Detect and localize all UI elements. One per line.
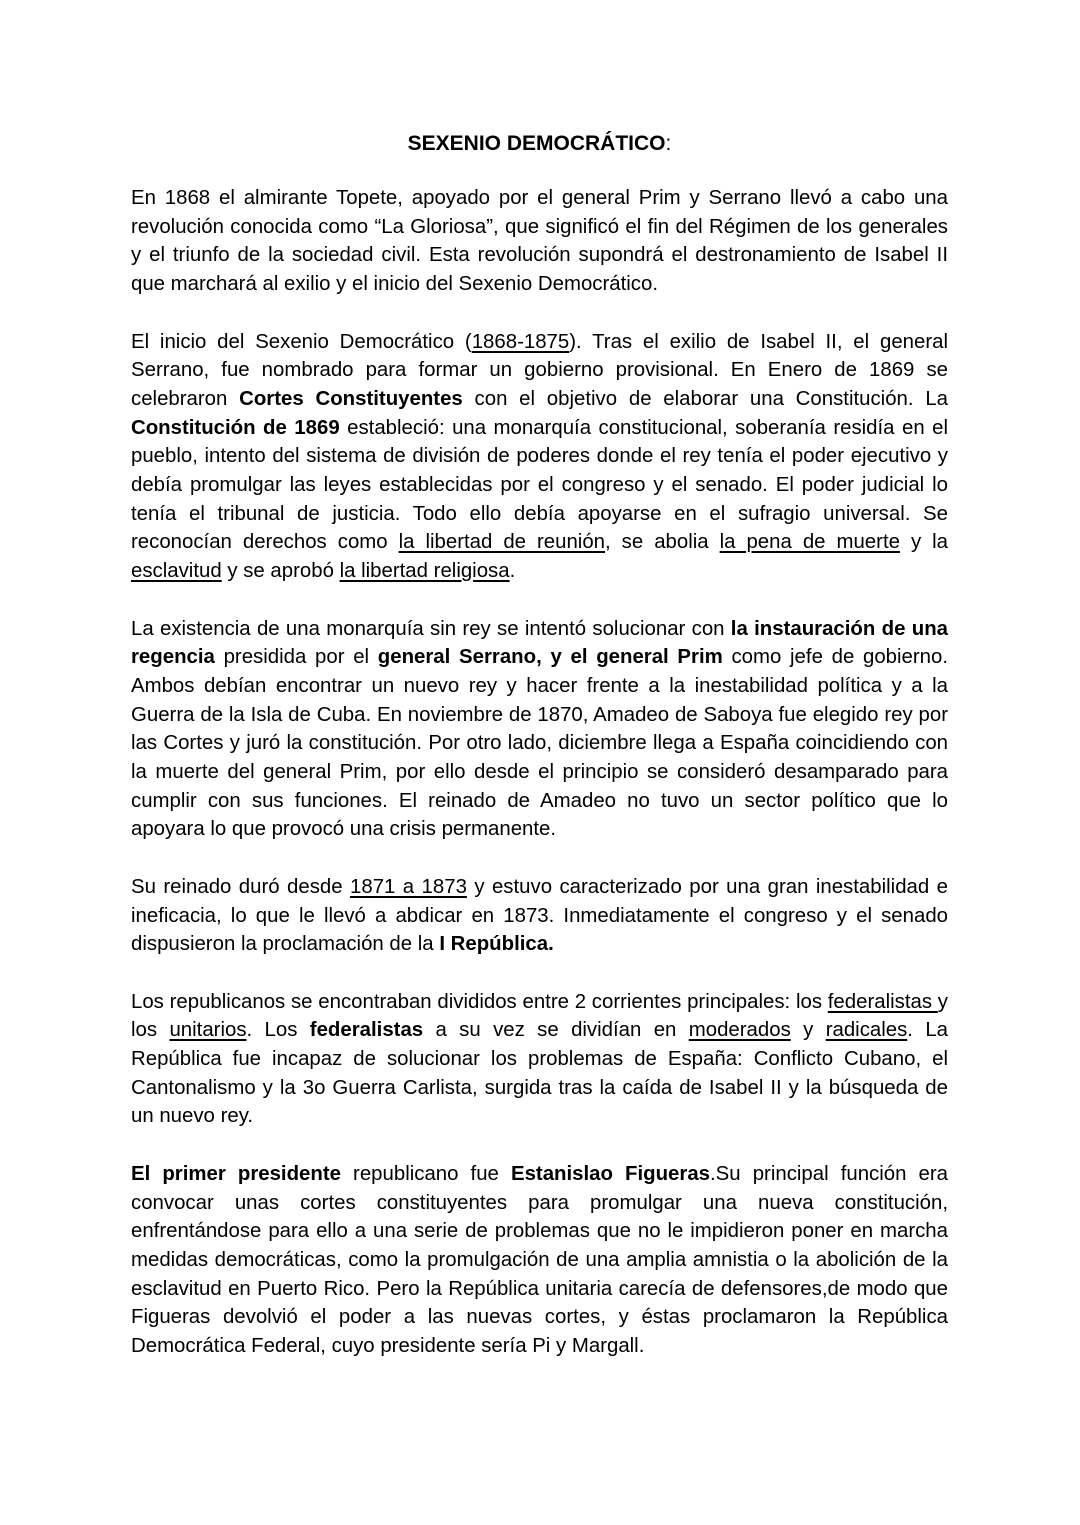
paragraph-constitucion-1869: [131, 328, 948, 586]
underlined-text: unitarios: [169, 1019, 247, 1042]
paragraph-republicanos: [131, 988, 948, 1132]
bold-text: Constitución de 1869: [131, 416, 340, 439]
bold-text: general Serrano, y el general Prim: [377, 646, 723, 669]
bold-text: federalistas: [309, 1019, 424, 1042]
bold-text: Cortes Constituyentes: [239, 387, 463, 410]
title-text: SEXENIO DEMOCRÁTICO: [407, 132, 666, 155]
text-run: y: [790, 1019, 826, 1042]
bold-text: I República.: [439, 933, 554, 956]
text-run: .Su principal función era convocar unas cortes constituyentes para promulgar una nueva constitución, enfrentándose para ello a una serie de problemas que no le impidieron poner en marcha medidas democráticas, como la promulgación de una amplia amnistia o la abolición de la esclavitud en Puerto Rico. Pero la República unitaria carecía de defensores,de modo que Figueras devolvió el poder a las nuevas cortes, y éstas proclamaron la República Democrática Federal, cuyo presidente sería Pi y Margall.: [131, 1162, 948, 1358]
text-run: . La República fue incapaz de solucionar los problemas de España: Conflicto Cubano, el Cantonalismo y la 3o Guerra Carlista, surgida tras la caída de Isabel II y la búsqueda de un nuevo rey.: [131, 1019, 949, 1128]
text-run: , se abolia: [605, 531, 720, 554]
text-run: estableció: una monarquía constitucional, soberanía residía en el pueblo, intento del sistema de división de poderes donde el rey tenía el poder ejecutivo y debía promulgar las leyes establecidas por el congreso y el senado. El poder judicial lo tenía el tribunal de justicia. Todo ello debía apoyarse en el sufragio universal. Se reconocían derechos como: [131, 416, 948, 554]
underlined-text: 1868-1875: [471, 330, 570, 353]
text-run: y se aprobó: [221, 560, 340, 583]
text-run: .: [509, 560, 516, 583]
underlined-text: radicales: [825, 1019, 908, 1042]
underlined-text: la libertad de reunión: [398, 531, 606, 554]
bold-text: la instauración de una regencia: [131, 617, 948, 669]
text-run: y la: [899, 531, 948, 554]
text-run: ). Tras el exilio de Isabel II, el general Serrano, fue nombrado para formar un gobierno provisional. En Enero de 1869 se celebraron: [131, 330, 948, 410]
underlined-text: esclavitud: [131, 560, 222, 583]
text-run: y estuvo caracterizado por una gran inestabilidad e ineficacia, lo que le llevó a abdicar en 1873. Inmediatamente el congreso y el senado dispusieron la proclamación de la: [131, 875, 948, 956]
text-run: Su reinado duró desde: [131, 875, 351, 898]
text-run: como jefe de gobierno. Ambos debían encontrar un nuevo rey y hacer frente a la inestabilidad política y a la Guerra de la Isla de Cuba. En noviembre de 1870, Amadeo de Saboya fue elegido rey por las Cortes y juró la constitución. Por otro lado, diciembre llega a España coincidiendo con la muerte del general Prim, por ello desde el principio se consideró desamparado para cumplir con sus funciones. El reinado de Amadeo no tuvo un sector político que lo apoyara lo que provocó una crisis permanente.: [131, 646, 949, 841]
underlined-text: federalistas: [827, 990, 938, 1013]
text-run: El inicio del Sexenio Democrático (: [131, 330, 472, 353]
underlined-text: la libertad religiosa: [339, 560, 510, 583]
text-run: y los: [131, 990, 948, 1042]
text-run: En 1868 el almirante Topete, apoyado por el general Prim y Serrano llevó a cabo una revolución conocida como “La Gloriosa”, que significó el fin del Régimen de los generales y el triunfo de la sociedad civil. Esta revolución supondrá el destronamiento de Isabel II que marchará al exilio y el inicio del Sexenio Democrático.: [131, 187, 948, 296]
text-run: republicano fue: [340, 1162, 511, 1185]
paragraph-primer-presidente: [131, 1160, 948, 1361]
text-run: a su vez se dividían en: [423, 1019, 689, 1042]
bold-text: El primer presidente: [131, 1162, 341, 1185]
paragraph-regencia-amadeo: [131, 615, 948, 845]
text-run: Los republicanos se encontraban divididos entre 2 corrientes principales: los: [131, 990, 828, 1013]
underlined-text: 1871 a 1873: [350, 875, 467, 898]
underlined-text: la pena de muerte: [719, 531, 900, 554]
underlined-text: moderados: [688, 1019, 791, 1042]
title-suffix: :: [665, 132, 672, 155]
paragraph-reinado-amadeo: [131, 873, 948, 959]
document-title: [131, 128, 948, 160]
paragraph-la-gloriosa: [131, 184, 948, 299]
text-run: La existencia de una monarquía sin rey se intentó solucionar con: [131, 617, 731, 640]
text-run: con el objetivo de elaborar una Constitución. La: [462, 387, 948, 410]
text-run: . Los: [246, 1019, 310, 1042]
bold-text: Estanislao Figueras: [510, 1162, 711, 1185]
text-run: presidida por el: [214, 646, 378, 669]
document-page: [131, 128, 948, 1389]
